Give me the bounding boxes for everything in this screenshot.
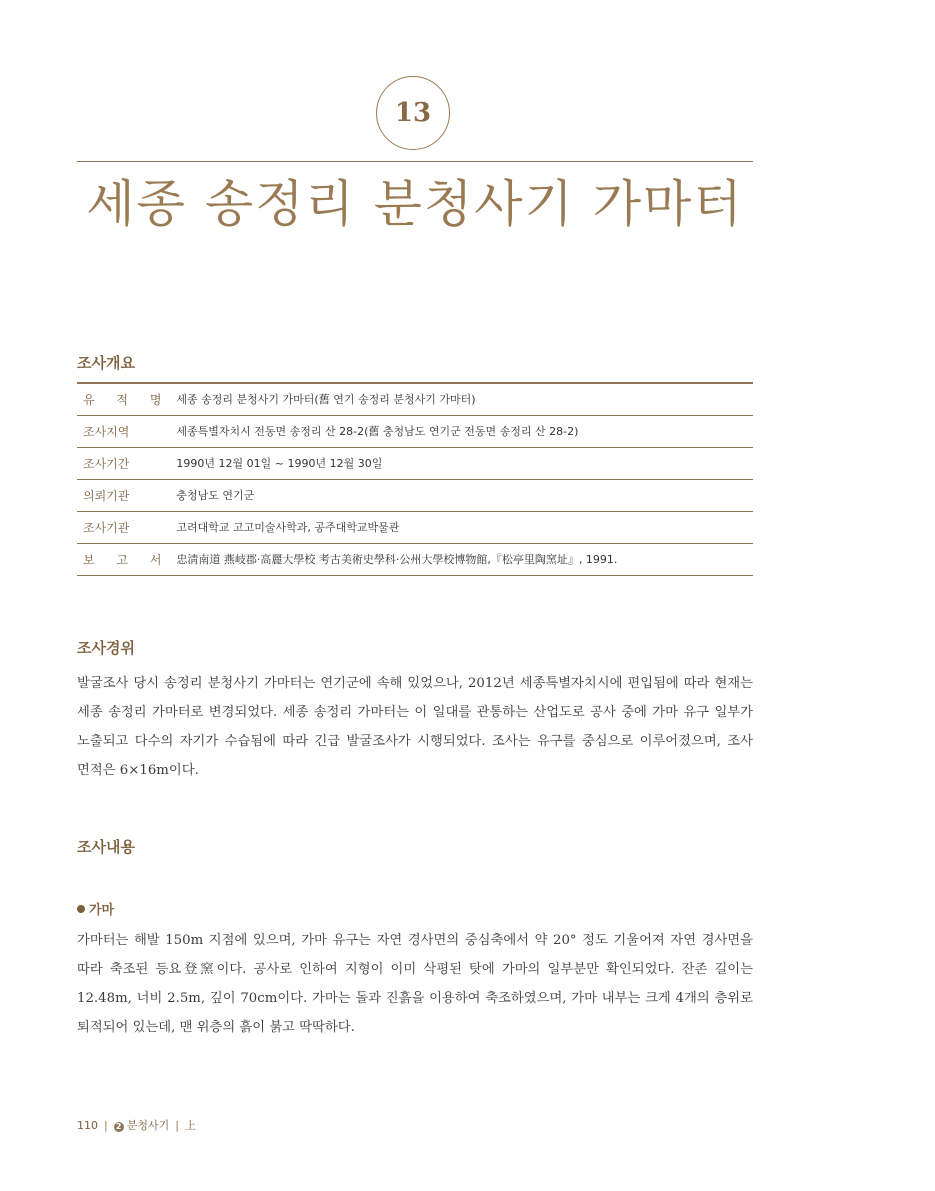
table-row	[77, 479, 753, 511]
row-label-period: 조사기간	[83, 456, 130, 471]
footer-divider: |	[104, 1119, 108, 1132]
table-row	[77, 383, 753, 415]
row-label-site-name: 유 적 명	[83, 392, 171, 407]
row-label-institution: 조사기관	[83, 520, 130, 535]
bullet-icon	[77, 905, 85, 913]
volume-badge: 2	[114, 1122, 124, 1132]
background-paragraph: 발굴조사 당시 송정리 분청사기 가마터는 연기군에 속해 있었으나, 2012년 세종특별자치시에 편입됨에 따라 현재는 세종 송정리 가마터로 변경되었다. 세종 송정리 가마터는 이 일대를 관통하는 산업도로 공사 중에 가마 유구 일부가 노출되고 다수의 자기가 수습됨에 따라 긴급 발굴조사가 시행되었다. 조사는 유구를 중심으로 이루어졌으며, 조사 면적은 6×16m이다.	[77, 676, 753, 778]
table-row	[77, 543, 753, 575]
footer-section: 분청사기	[126, 1119, 170, 1132]
kiln-subheading-text: 가마	[89, 903, 115, 918]
overview-heading: 조사개요	[77, 354, 135, 372]
chapter-number: 13	[394, 98, 432, 128]
page-number: 110	[77, 1119, 98, 1132]
row-value-period: 1990년 12월 01일 ~ 1990년 12월 30일	[176, 457, 383, 470]
page-footer	[77, 1117, 196, 1133]
chapter-number-badge	[376, 76, 450, 150]
page-title: 세종 송정리 분청사기 가마터	[86, 175, 744, 233]
table-row	[77, 447, 753, 479]
overview-table	[77, 382, 753, 576]
row-label-area: 조사지역	[83, 424, 130, 439]
row-value-area: 세종특별자치시 전동면 송정리 산 28-2(舊 충청남도 연기군 전동면 송정리 산 28-2)	[176, 425, 579, 438]
row-label-report: 보 고 서	[83, 552, 171, 567]
row-value-institution: 고려대학교 고고미술사학과, 공주대학교박물관	[176, 521, 400, 534]
table-row	[77, 415, 753, 447]
kiln-subheading	[77, 902, 114, 920]
title-rule	[77, 161, 753, 162]
background-heading: 조사경위	[77, 639, 135, 657]
row-value-report: 忠淸南道 燕岐郡·高麗大學校 考古美術史學科·公州大學校博物館,『松亭里陶窯址』, 1991.	[176, 553, 618, 566]
row-value-client: 충청남도 연기군	[176, 489, 255, 502]
row-value-site-name: 세종 송정리 분청사기 가마터(舊 연기 송정리 분청사기 가마터)	[176, 393, 476, 407]
row-label-client: 의뢰기관	[83, 488, 130, 503]
footer-volume: 上	[184, 1119, 196, 1132]
table-row	[77, 511, 753, 543]
kiln-paragraph: 가마터는 해발 150m 지점에 있으며, 가마 유구는 자연 경사면의 중심축에서 약 20° 정도 기울어져 자연 경사면을 따라 축조된 등요登窯이다. 공사로 인하여 지형이 이미 삭평된 탓에 가마의 일부분만 확인되었다. 잔존 길이는 12.48m, 너비 2.5m, 깊이 70cm이다. 가마는 돌과 진흙을 이용하여 축조하였으며, 가마 내부는 크게 4개의 층위로 퇴적되어 있는데, 맨 위층의 흙이 붉고 딱딱하다.	[77, 933, 753, 1035]
contents-heading: 조사내용	[77, 838, 135, 856]
footer-divider: |	[175, 1119, 179, 1132]
